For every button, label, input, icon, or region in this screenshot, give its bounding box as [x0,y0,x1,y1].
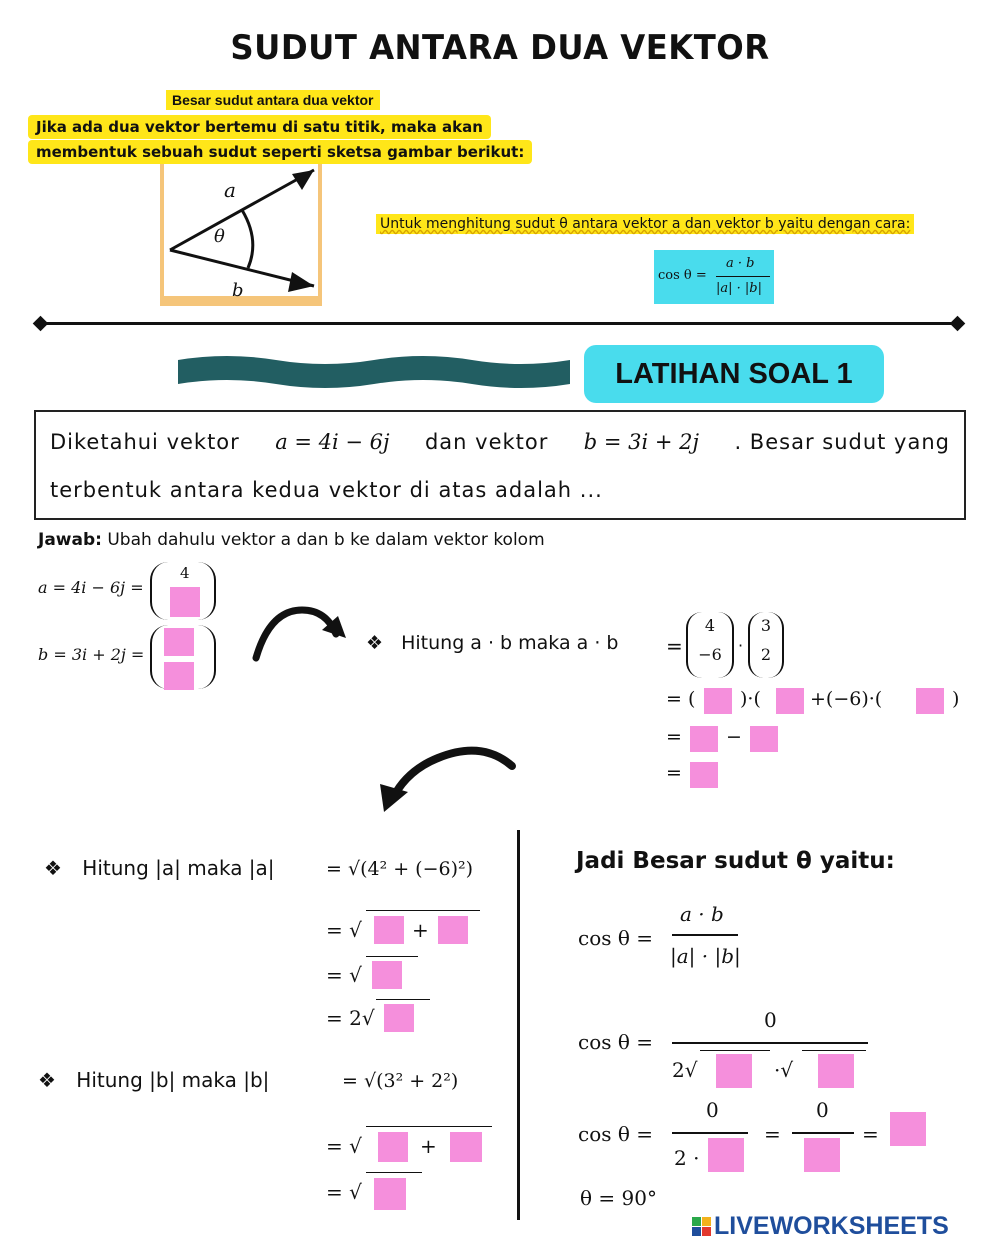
result-step1: cos θ = 0 2√ ·√ [578,1008,878,1098]
answer-box-a2[interactable] [170,587,200,617]
result-zero-2: 0 [706,1098,719,1122]
result-cos-2: cos θ = [578,1030,654,1054]
answer-box-ma1[interactable] [374,916,404,944]
answer-box-r3[interactable] [708,1138,744,1172]
mag-b-step2: = √ [326,1170,426,1210]
result-cos-3: cos θ = [578,1122,654,1146]
dot-step1: = ( )·( +(−6)·( ) [666,686,966,716]
question-text-4: terbentuk antara kedua vektor di atas adalah ... [50,478,603,502]
dot-v1-bottom: −6 [698,645,722,664]
dot-operator: · [738,636,744,655]
result-formula [578,900,748,990]
question-text-2: dan vektor [424,430,549,454]
jawab-intro: Ubah dahulu vektor a dan b ke dalam vektor kolom [107,530,545,550]
divider-left-diamond [33,316,49,332]
fig-theta-label: θ [214,226,225,247]
vector-b-eq: b = 3i + 2j = [38,645,145,664]
dot-v1-top: 4 [704,616,716,635]
intro-line1: Jika ada dua vektor bertemu di satu titik, maka akan [28,115,491,139]
question-text-1: Diketahui vektor [50,430,240,454]
result-step2: cos θ = 0 2 · = 0 = [578,1098,938,1178]
answer-box-b2[interactable] [164,662,194,690]
mag-a-label: Hitung |a| maka |a| [82,856,275,880]
question-vector-b: b = 3i + 2j [583,430,700,454]
answer-box-mb2[interactable] [450,1132,482,1162]
dot-step3: = [666,760,726,790]
intro-heading: Besar sudut antara dua vektor [166,90,380,110]
vector-a-top: 4 [180,564,190,582]
answer-box-r5[interactable] [890,1112,926,1146]
bullet-icon: ❖ [44,856,62,880]
result-final: θ = 90° [580,1186,657,1210]
result-zero-1: 0 [764,1008,777,1032]
vertical-divider [517,830,520,1220]
answer-box-dot2[interactable] [776,688,804,714]
dot-label: Hitung a · b maka a · b [401,632,619,654]
vector-sketch-icon [164,164,318,296]
mag-a-step3 [326,998,436,1036]
mag-a-step1: = √ + [326,908,486,948]
result-cos-1: cos θ = [578,926,654,950]
answer-box-r4[interactable] [804,1138,840,1172]
section-label [584,345,884,403]
mag-b-label: Hitung |b| maka |b| [76,1068,270,1092]
answer-box-r2[interactable] [818,1054,854,1088]
curved-arrow-right-icon [250,600,350,664]
answer-box-dot3[interactable] [916,688,944,714]
section-label-text: LATIHAN SOAL 1 [615,357,853,390]
mag-a-expr: = √(4² + (−6)²) [326,858,474,880]
answer-box-r1[interactable] [716,1054,752,1088]
mag-a-step2: = √ [326,955,426,993]
formula-den: |a| · |b| [716,281,762,296]
intro-line2: membentuk sebuah sudut seperti sketsa gambar berikut: [28,140,532,164]
result-heading: Jadi Besar sudut θ yaitu: [576,848,895,874]
mag-b-step1: = √ + [326,1124,496,1164]
result-two-sqrt: 2√ [672,1058,698,1082]
answer-box-b1[interactable] [164,628,194,656]
divider-right-diamond [950,316,966,332]
dot-v2-top: 3 [760,616,772,635]
wave-decoration-icon [178,352,570,392]
result-two-dot: 2 · [674,1146,700,1170]
question-box [34,410,966,520]
dot-minus: − [726,726,742,748]
brand-icon [692,1217,711,1236]
dot-vector-1 [686,612,734,678]
formula-lhs: cos θ = [658,268,707,283]
vector-a-eq: a = 4i − 6j = [38,578,144,597]
answer-box-mb3[interactable] [374,1178,406,1210]
dot-v2-bottom: 2 [760,645,772,664]
question-vector-a: a = 4i − 6j [275,430,390,454]
mag-b-expr: = √(3² + 2²) [342,1070,459,1092]
brand-logo [692,1212,949,1241]
bullet-icon: ❖ [366,632,384,654]
answer-box-dot5[interactable] [750,726,778,752]
result-zero-3: 0 [816,1098,829,1122]
divider-line [40,322,958,325]
answer-box-dot1[interactable] [704,688,732,714]
result-num: a · b [680,902,724,926]
jawab-label: Jawab: [38,530,102,550]
answer-box-ma4[interactable] [384,1004,414,1032]
result-den: |a| · |b| [670,944,741,968]
method-text: Untuk menghitung sudut θ antara vektor a dan vektor b yaitu dengan cara: [376,214,914,234]
question-text-3: . Besar sudut yang [734,430,950,454]
answer-box-mb1[interactable] [378,1132,408,1162]
fig-b-label: b [232,280,244,301]
answer-box-ma3[interactable] [372,961,402,989]
mag-a-two: = 2√ [326,1006,375,1030]
fig-a-label: a [224,178,236,202]
angle-figure [160,164,322,306]
bullet-icon: ❖ [38,1068,56,1092]
curved-arrow-left-icon [372,744,520,818]
answer-box-dot6[interactable] [690,762,718,788]
formula-num: a · b [726,256,755,271]
answer-box-dot4[interactable] [690,726,718,752]
formula-box [654,250,774,304]
dot-step2: = − [666,724,786,754]
answer-box-ma2[interactable] [438,916,468,944]
dot-eq-sign: = [666,634,683,658]
dot-step1-mid: +(−6)·( [810,688,883,710]
page-title: SUDUT ANTARA DUA VEKTOR [230,28,770,68]
dot-vector-2 [748,612,784,678]
brand-text: LIVEWORKSHEETS [714,1212,949,1240]
